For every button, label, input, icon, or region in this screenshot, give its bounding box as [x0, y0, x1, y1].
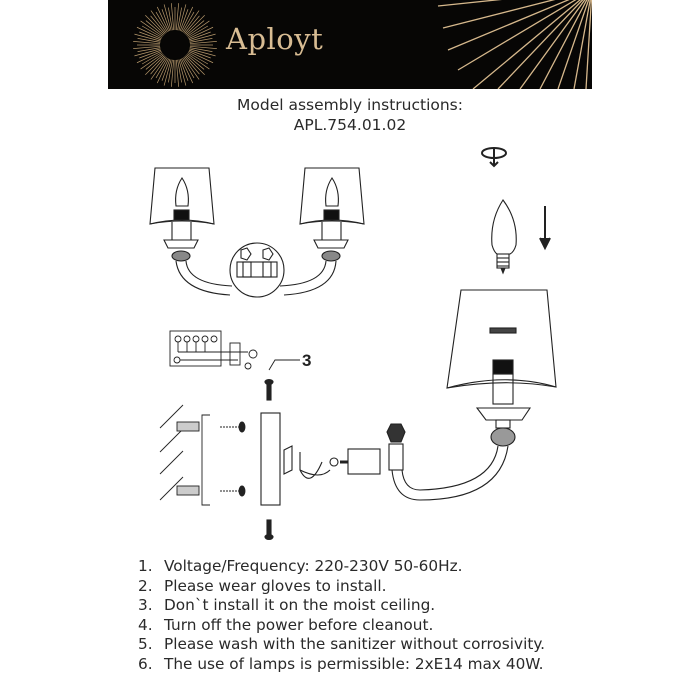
lamp-arm-exploded	[300, 290, 556, 500]
svg-text:3: 3	[302, 351, 312, 370]
model-number: APL.754.01.02	[293, 116, 407, 134]
note-item: 1. Voltage/Frequency: 220-230V 50-60Hz.	[138, 557, 463, 575]
mounting-plate	[261, 413, 292, 505]
note-item: 3. Don`t install it on the moist ceiling.	[138, 596, 436, 615]
note-item: 6. The use of lamps is permissible: 2xE14 max 40W.	[138, 654, 544, 673]
candle-bulb-icon	[492, 200, 517, 273]
title-line-1: Model assembly instructions:	[237, 96, 463, 114]
wall-anchor-icon	[160, 405, 245, 505]
safety-notes-list	[138, 557, 545, 675]
terminal-block-icon	[170, 331, 257, 369]
rotate-icon	[482, 148, 506, 166]
callout-3	[269, 351, 311, 370]
wall-sconce-assembled	[150, 168, 364, 297]
screw-icon	[265, 380, 273, 540]
note-item: 5. Please wash with the sanitizer without corrosivity.	[138, 635, 546, 654]
down-arrow-icon	[540, 206, 550, 248]
note-item: 2. Please wear gloves to install.	[138, 576, 387, 595]
brand-name: Aployt	[226, 22, 324, 56]
note-item: 4. Turn off the power before cleanout.	[138, 615, 434, 634]
